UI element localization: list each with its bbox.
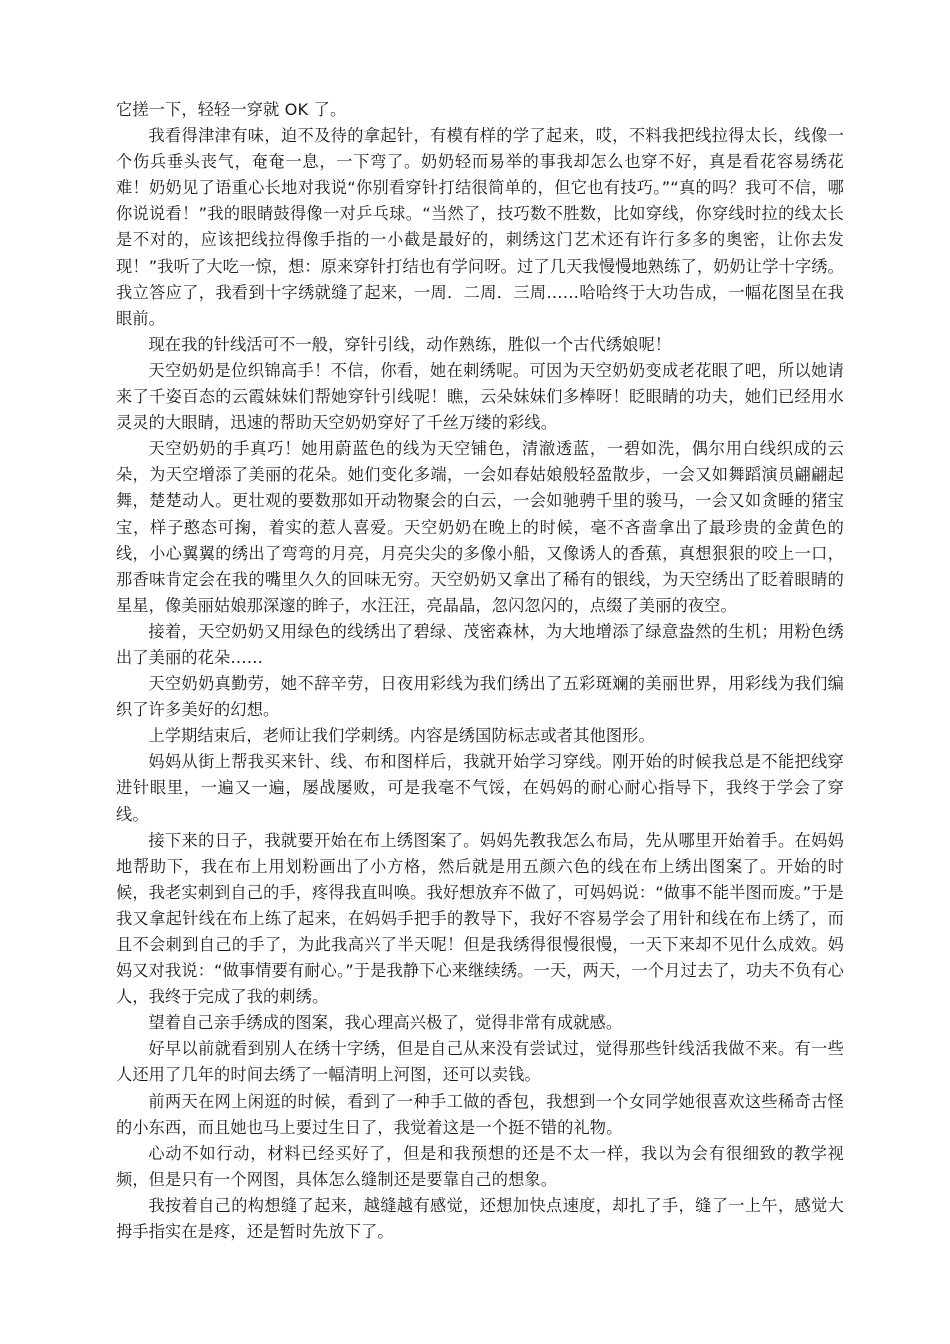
paragraph: 我看得津津有味，迫不及待的拿起针，有模有样的学了起来，哎，不料我把线拉得太长，线像一个伤兵垂头丧气，奄奄一息，一下弯了。奶奶轻而易举的事我却怎么也穿不好，真是看花容易绣花难！奶奶见了语重心长地对我说“你别看穿针打结很简单的，但它也有技巧。”“真的吗？我可不信，哪你说说看！”我的眼睛鼓得像一对乒乓球。“当然了，技巧数不胜数，比如穿线，你穿线时拉的线太长是不对的，应该把线拉得像手指的一小截是最好的，刺绣这门艺术还有许行多多的奥密，让你去发现！”我听了大吃一惊，想：原来穿针打结也有学问呀。过了几天我慢慢地熟练了，奶奶让学十字绣。我立答应了，我看到十字绣就缝了起来，一周．二周．三周……哈哈终于大功告成，一幅花图呈在我眼前。 [116,126,844,328]
paragraph: 望着自己亲手绣成的图案，我心理高兴极了，觉得非常有成就感。 [148,1013,623,1033]
paragraph: 我按着自己的构想缝了起来，越缝越有感觉，还想加快点速度，却扎了手，缝了一上午，感觉大拇手指实在是疼，还是暂时先放下了。 [116,1195,844,1242]
paragraph: 天空奶奶是位织锦高手！不信，你看，她在刺绣呢。可因为天空奶奶变成老花眼了吧，所以她请来了千姿百态的云霞妹妹们帮她穿针引线呢！瞧，云朵妹妹们多棒呀！眨眼睛的功夫，她们已经用水灵灵的大眼睛，迅速的帮助天空奶奶穿好了千丝万缕的彩线。 [116,360,844,433]
paragraph: 妈妈从街上帮我买来针、线、布和图样后，我就开始学习穿线。刚开始的时候我总是不能把线穿进针眼里，一遍又一遍，屡战屡败，可是我毫不气馁，在妈妈的耐心耐心指导下，我终于学会了穿线。 [116,752,844,824]
paragraph: 天空奶奶的手真巧！她用蔚蓝色的线为天空铺色，清澈透蓝，一碧如洗，偶尔用白线织成的云朵，为天空增添了美丽的花朵。她们变化多端，一会如春姑娘般轻盈散步，一会又如舞蹈演员翩翩起舞，楚楚动人。更壮观的要数那如开动物聚会的白云，一会如驰骋千里的骏马，一会又如贪睡的猪宝宝，样子憨态可掬，着实的惹人喜爱。天空奶奶在晚上的时候，毫不吝啬拿出了最珍贵的金黄色的线，小心翼翼的绣出了弯弯的月亮，月亮尖尖的多像小船，又像诱人的香蕉，真想狠狠的咬上一口，那香味肯定会在我的嘴里久久的回味无穷。天空奶奶又拿出了稀有的银线，为天空绣出了眨着眼睛的星星，像美丽姑娘那深邃的眸子，水汪汪，亮晶晶，忽闪忽闪的，点缀了美丽的夜空。 [116,439,844,615]
paragraph: 好早以前就看到别人在绣十字绣，但是自己从来没有尝试过，觉得那些针线活我做不来。有一些人还用了几年的时间去绣了一幅清明上河图，还可以卖钱。 [116,1039,844,1085]
paragraph: 上学期结束后，老师让我们学刺绣。内容是绣国防标志或者其他图形。 [148,726,655,746]
paragraph: 现在我的针线活可不一般，穿针引线，动作熟练，胜似一个古代绣娘呢！ [148,334,672,354]
paragraph: 接下来的日子，我就要开始在布上绣图案了。妈妈先教我怎么布局，先从哪里开始着手。在妈妈地帮助下，我在布上用划粉画出了小方格，然后就是用五颜六色的线在布上绣出图案了。开始的时候，我老实刺到自己的手，疼得我直叫唤。我好想放弃不做了，可妈妈说：“做事不能半图而废。”于是我又拿起针线在布上练了起来，在妈妈手把手的教导下，我好不容易学会了用针和线在布上绣了，而且不会刺到自己的手了，为此我高兴了半天呢！但是我绣得很慢很慢，一天下来却不见什么成效。妈妈又对我说：“做事情要有耐心。”于是我静下心来继续绣。一天，两天，一个月过去了，功夫不负有心人，我终于完成了我的刺绣。 [116,830,844,1007]
paragraph: 前两天在网上闲逛的时候，看到了一种手工做的香包，我想到一个女同学她很喜欢这些稀奇古怪的小东西，而且她也马上要过生日了，我觉着这是一个挺不错的礼物。 [116,1091,844,1137]
paragraph-continued: 它搓一下，轻轻一穿就 OK 了。 [116,100,347,119]
paragraph: 心动不如行动，材料已经买好了，但是和我预想的还是不太一样，我以为会有很细致的教学视频，但是只有一个网图，具体怎么缝制还是要靠自己的想象。 [116,1143,844,1189]
document-body [116,97,844,1245]
paragraph: 接着，天空奶奶又用绿色的线绣出了碧绿、茂密森林，为大地增添了绿意盎然的生机；用粉色绣出了美丽的花朵…… [116,621,844,667]
paragraph: 天空奶奶真勤劳，她不辞辛劳，日夜用彩线为我们绣出了五彩斑斓的美丽世界，用彩线为我们编织了许多美好的幻想。 [116,674,844,720]
